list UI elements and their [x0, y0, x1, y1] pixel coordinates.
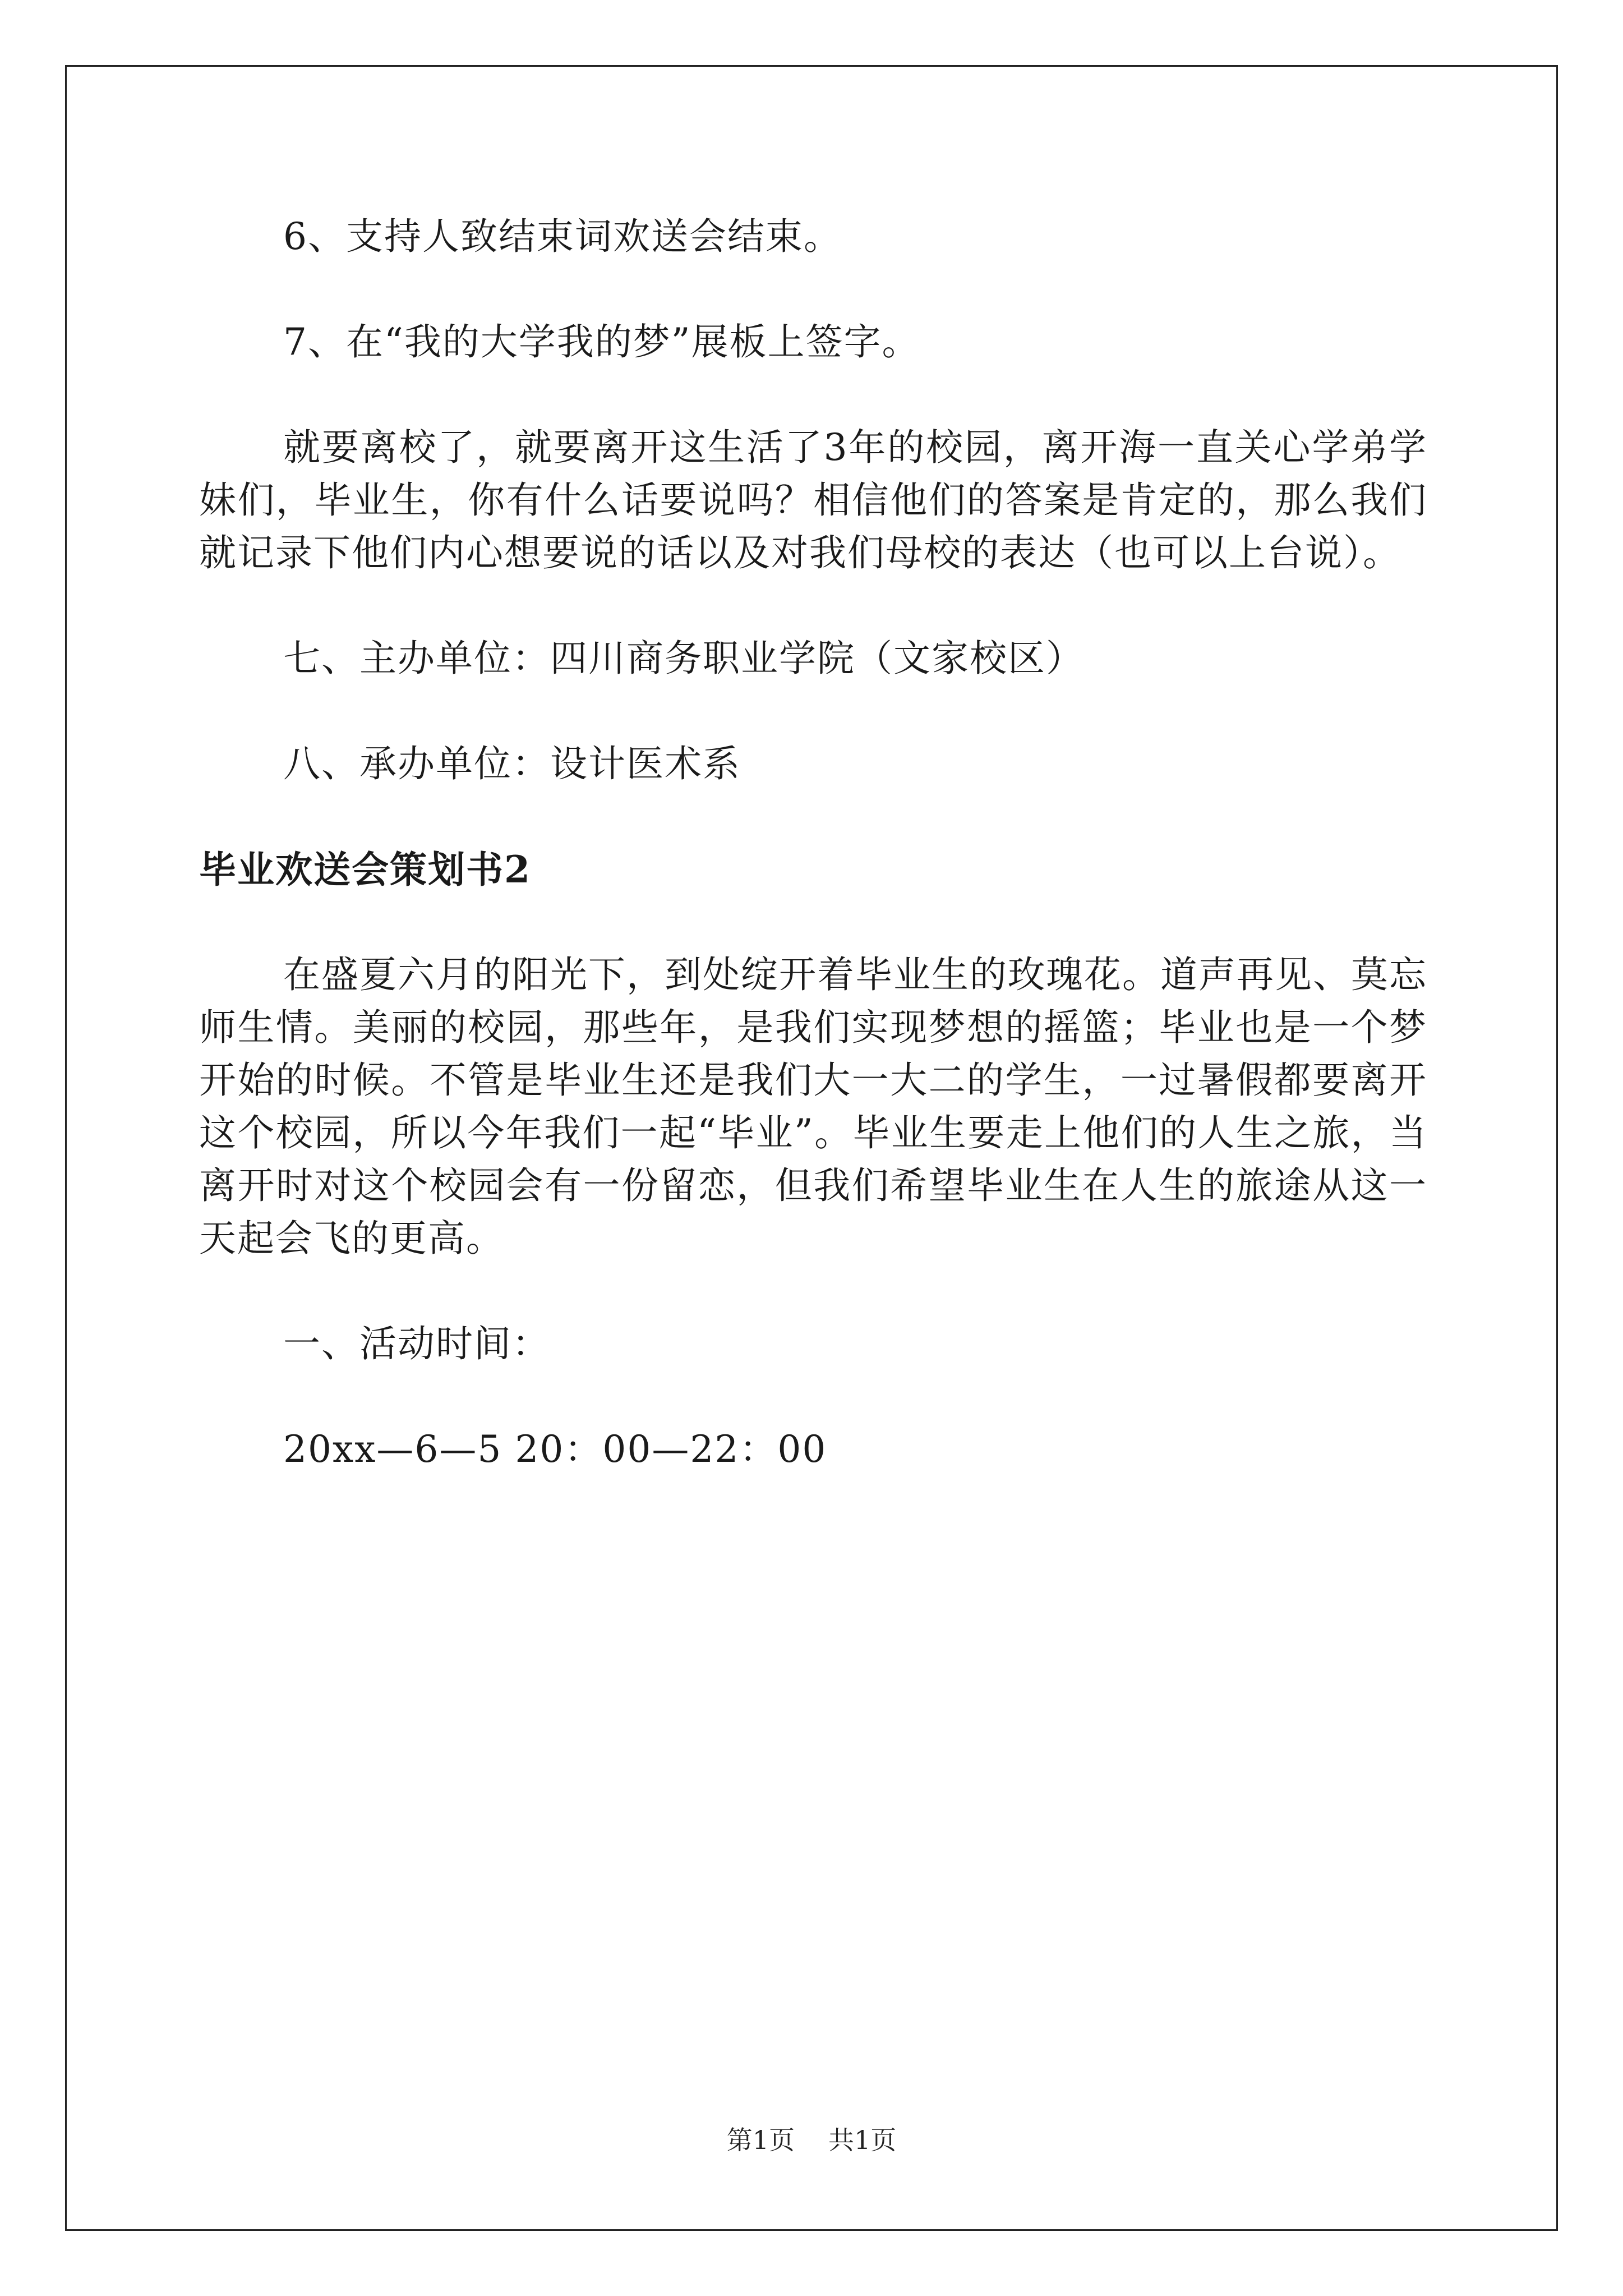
page-total: 共1页 [828, 2125, 897, 2155]
paragraph-activity-time-heading: 一、活动时间： [283, 1322, 550, 1365]
section-title: 毕业欢送会策划书2 [199, 848, 531, 891]
page-footer [0, 2123, 1623, 2157]
paragraph-activity-time-value: 20xx—6—5 20：00—22：00 [283, 1428, 827, 1471]
paragraph-closing-remarks: 6、支持人致结束词欢送会结束。 [283, 215, 842, 258]
paragraph-organizer: 七、主办单位：四川商务职业学院（文家校区） [283, 637, 1084, 680]
paragraph-signing: 7、在“我的大学我的梦”展板上签字。 [283, 320, 920, 364]
paragraph-co-organizer: 八、承办单位：设计医术系 [283, 742, 741, 785]
paragraph-intro: 在盛夏六月的阳光下，到处绽开着毕业生的玫瑰花。道声再见、莫忘师生情。美丽的校园，那些年，是我们实现梦想的摇篮；毕业也是一个梦开始的时候。不管是毕业生还是我们大一大二的学生，一过暑假都要离开这个校园，所以今年我们一起“毕业”。毕业生要走上他们的人生之旅，当离开时对这个校园会有一份留恋，但我们希望毕业生在人生的旅途从这一天起会飞的更高。 [199, 953, 1427, 1260]
document-body [199, 210, 1427, 1476]
page-number: 第1页 [726, 2125, 795, 2155]
paragraph-farewell-message: 就要离校了，就要离开这生活了3年的校园，离开海一直关心学弟学妹们，毕业生，你有什么话要说吗？相信他们的答案是肯定的，那么我们就记录下他们内心想要说的话以及对我们母校的表达（也可以上台说）。 [199, 426, 1427, 574]
